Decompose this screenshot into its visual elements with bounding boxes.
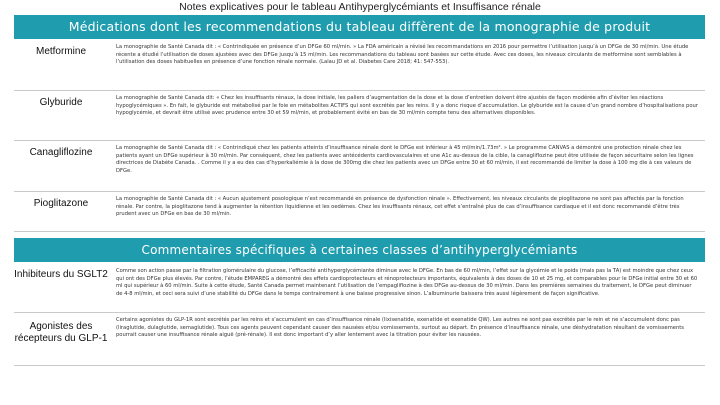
section2-table (14, 264, 705, 366)
class-note-glp1: Certains agonistes du GLP-1R sont excrétés par les reins et s’accumulent en cas d’insuffisance rénale (lixisenatide, exenatide et exenatide QW). Les autres ne sont pas excrétés par le rein et ne s’accumulent donc pas (liraglutide, dulaglutide, semaglutide). Tous ces agents peuvent cependant causer des nausées et/ou vomissements, surtout au départ. En présence d’insuffisance rénale, une déshydratation résultant de vomissements pourrait causer une insuffisance rénale aiguë (pré-rénale). Il est donc important d’y aller lentement avec la titration pour éviter les nausées. (108, 313, 705, 366)
drug-note-canagliflozine: La monographie de Santé Canada dit : « Contrindiqué chez les patients atteints d’insuffisance rénale dont le DFGe est inférieur à 45 ml/min/1.73m². » Le programme CANVAS a démontré une protection rénale chez les patients ayant un DFGe supérieur à 30 ml/min. Par conséquent, chez les patients avec antécédents cardiovasculaires et une A1c au-dessus de la cible, la canagliflozine peut être utilisée de façon sécuritaire selon les lignes directrices de Diabète Canada. . Comme il y a eu des cas d’hyperkaliémie à la dose de 300mg die chez les patients avec un DFGe entre 30 et 60 ml/min, il est recommandé de limiter la dose à 100 mg die à ces valeurs de DFGe. (108, 141, 705, 192)
drug-name-glyburide: Glyburide (14, 91, 108, 141)
drug-note-glyburide: La monographie de Santé Canada dit: « Chez les insuffisants rénaux, la dose initiale, les paliers d’augmentation de la dose et la dose d’entretien doivent être ajustés de façon modérée afin d’éviter les réactions hypoglycémiques ». En fait, le glyburide est métabolisé par le foie en métabolites ACTIFS qui sont excrétés par les reins. Il y a donc risque d’accumulation. Le glyburide est la cause d’un grand nombre d’hospitalisations pour hypoglycémie, et devrait être utilisé avec prudence entre 30 et 59 ml/min, et probablement évité en bas de 30 ml/min compte tenu des alternatives disponibles. (108, 91, 705, 141)
page-heading: Notes explicatives pour le tableau Antihyperglycémiants et Insuffisance rénale (179, 1, 541, 13)
drug-name-metformine: Metformine (14, 40, 108, 91)
table-row (14, 192, 705, 232)
section1-title-band: Médications dont les recommendations du tableau diffèrent de la monographie de produit (14, 15, 705, 39)
table-row (14, 264, 705, 313)
table-row (14, 40, 705, 91)
drug-name-canagliflozine: Canagliflozine (14, 141, 108, 192)
section2-title-band: Commentaires spécifiques à certaines classes d’antihyperglycémiants (14, 238, 705, 262)
table-row (14, 91, 705, 141)
class-name-glp1: Agonistes des récepteurs du GLP-1 (14, 313, 108, 366)
section1-table (14, 40, 705, 232)
drug-note-metformine: La monographie de Santé Canada dit : « Contrindiquée en présence d’un DFGe 60 ml/min. » La FDA américain a révisé les recommandations en 2016 pour permettre l’utilisation jusqu’à un DFGe de 30 ml/min. Une étude récente a étudié l’utilisation de doses ajustées avec des DFGe jusqu’à 15 ml/min. Les recommandations du tableau sont basées sur cette étude. Avec ces doses, les niveaux circulants de metformine sont semblables à l’utilisation des doses habituelles en présence d’une fonction rénale normale. (Lalau JD et al. Diabetes Care 2018; 41: 547-553). (108, 40, 705, 91)
drug-note-pioglitazone: La monographie de Santé Canada dit : « Aucun ajustement posologique n’est recommandé en présence de dysfonction rénale ». Effectivement, les niveaux circulants de pioglitazone ne sont pas affectés par la fonction rénale. Par contre, la pioglitazone tend à augmenter la rétention liquidienne et les oedèmes. Chez les insuffisants rénaux, cet effet s’entraîné plus de cas d’insuffisance cardiaque et il est donc recommandé d’être très prudent avec un DFGe en bas de 30 ml/min. (108, 192, 705, 232)
class-name-sglt2: Inhibiteurs du SGLT2 (14, 264, 108, 313)
table-row (14, 313, 705, 366)
table-row (14, 141, 705, 192)
class-note-sglt2: Comme son action passe par la filtration glomérulaire du glucose, l’efficacité antihyperglycémiante diminue avec le DFGe. En bas de 60 ml/min, l’effet sur la glycémie et le poids (mais pas la TA) est moindre que chez ceux qui ont des DFGe plus élevés. Par contre, l’étude EMPAREG a démontré des effets cardioprotecteurs et rénoprotecteurs importants, équivalents à des doses de 10 et 25 mg, et comparables pour le DFGe initial entre 30 et 60 ml qui supérieur à 60 ml/min. Suite à cette étude, Santé Canada permet maintenant l’utilisation de l’empagliflozine à des DFGe au-dessus de 30 ml/min. Dans les premières semaines du traitement, le DFGe peut diminuer de 4-8 ml/min, et ceci sera suivi d’une stabilité du DFGe dans le temps contrairement à une baisse progressive sinon. L’albuminurie baissera très aussi légèrement de façon significative. (108, 264, 705, 313)
drug-name-pioglitazone: Pioglitazone (14, 192, 108, 232)
